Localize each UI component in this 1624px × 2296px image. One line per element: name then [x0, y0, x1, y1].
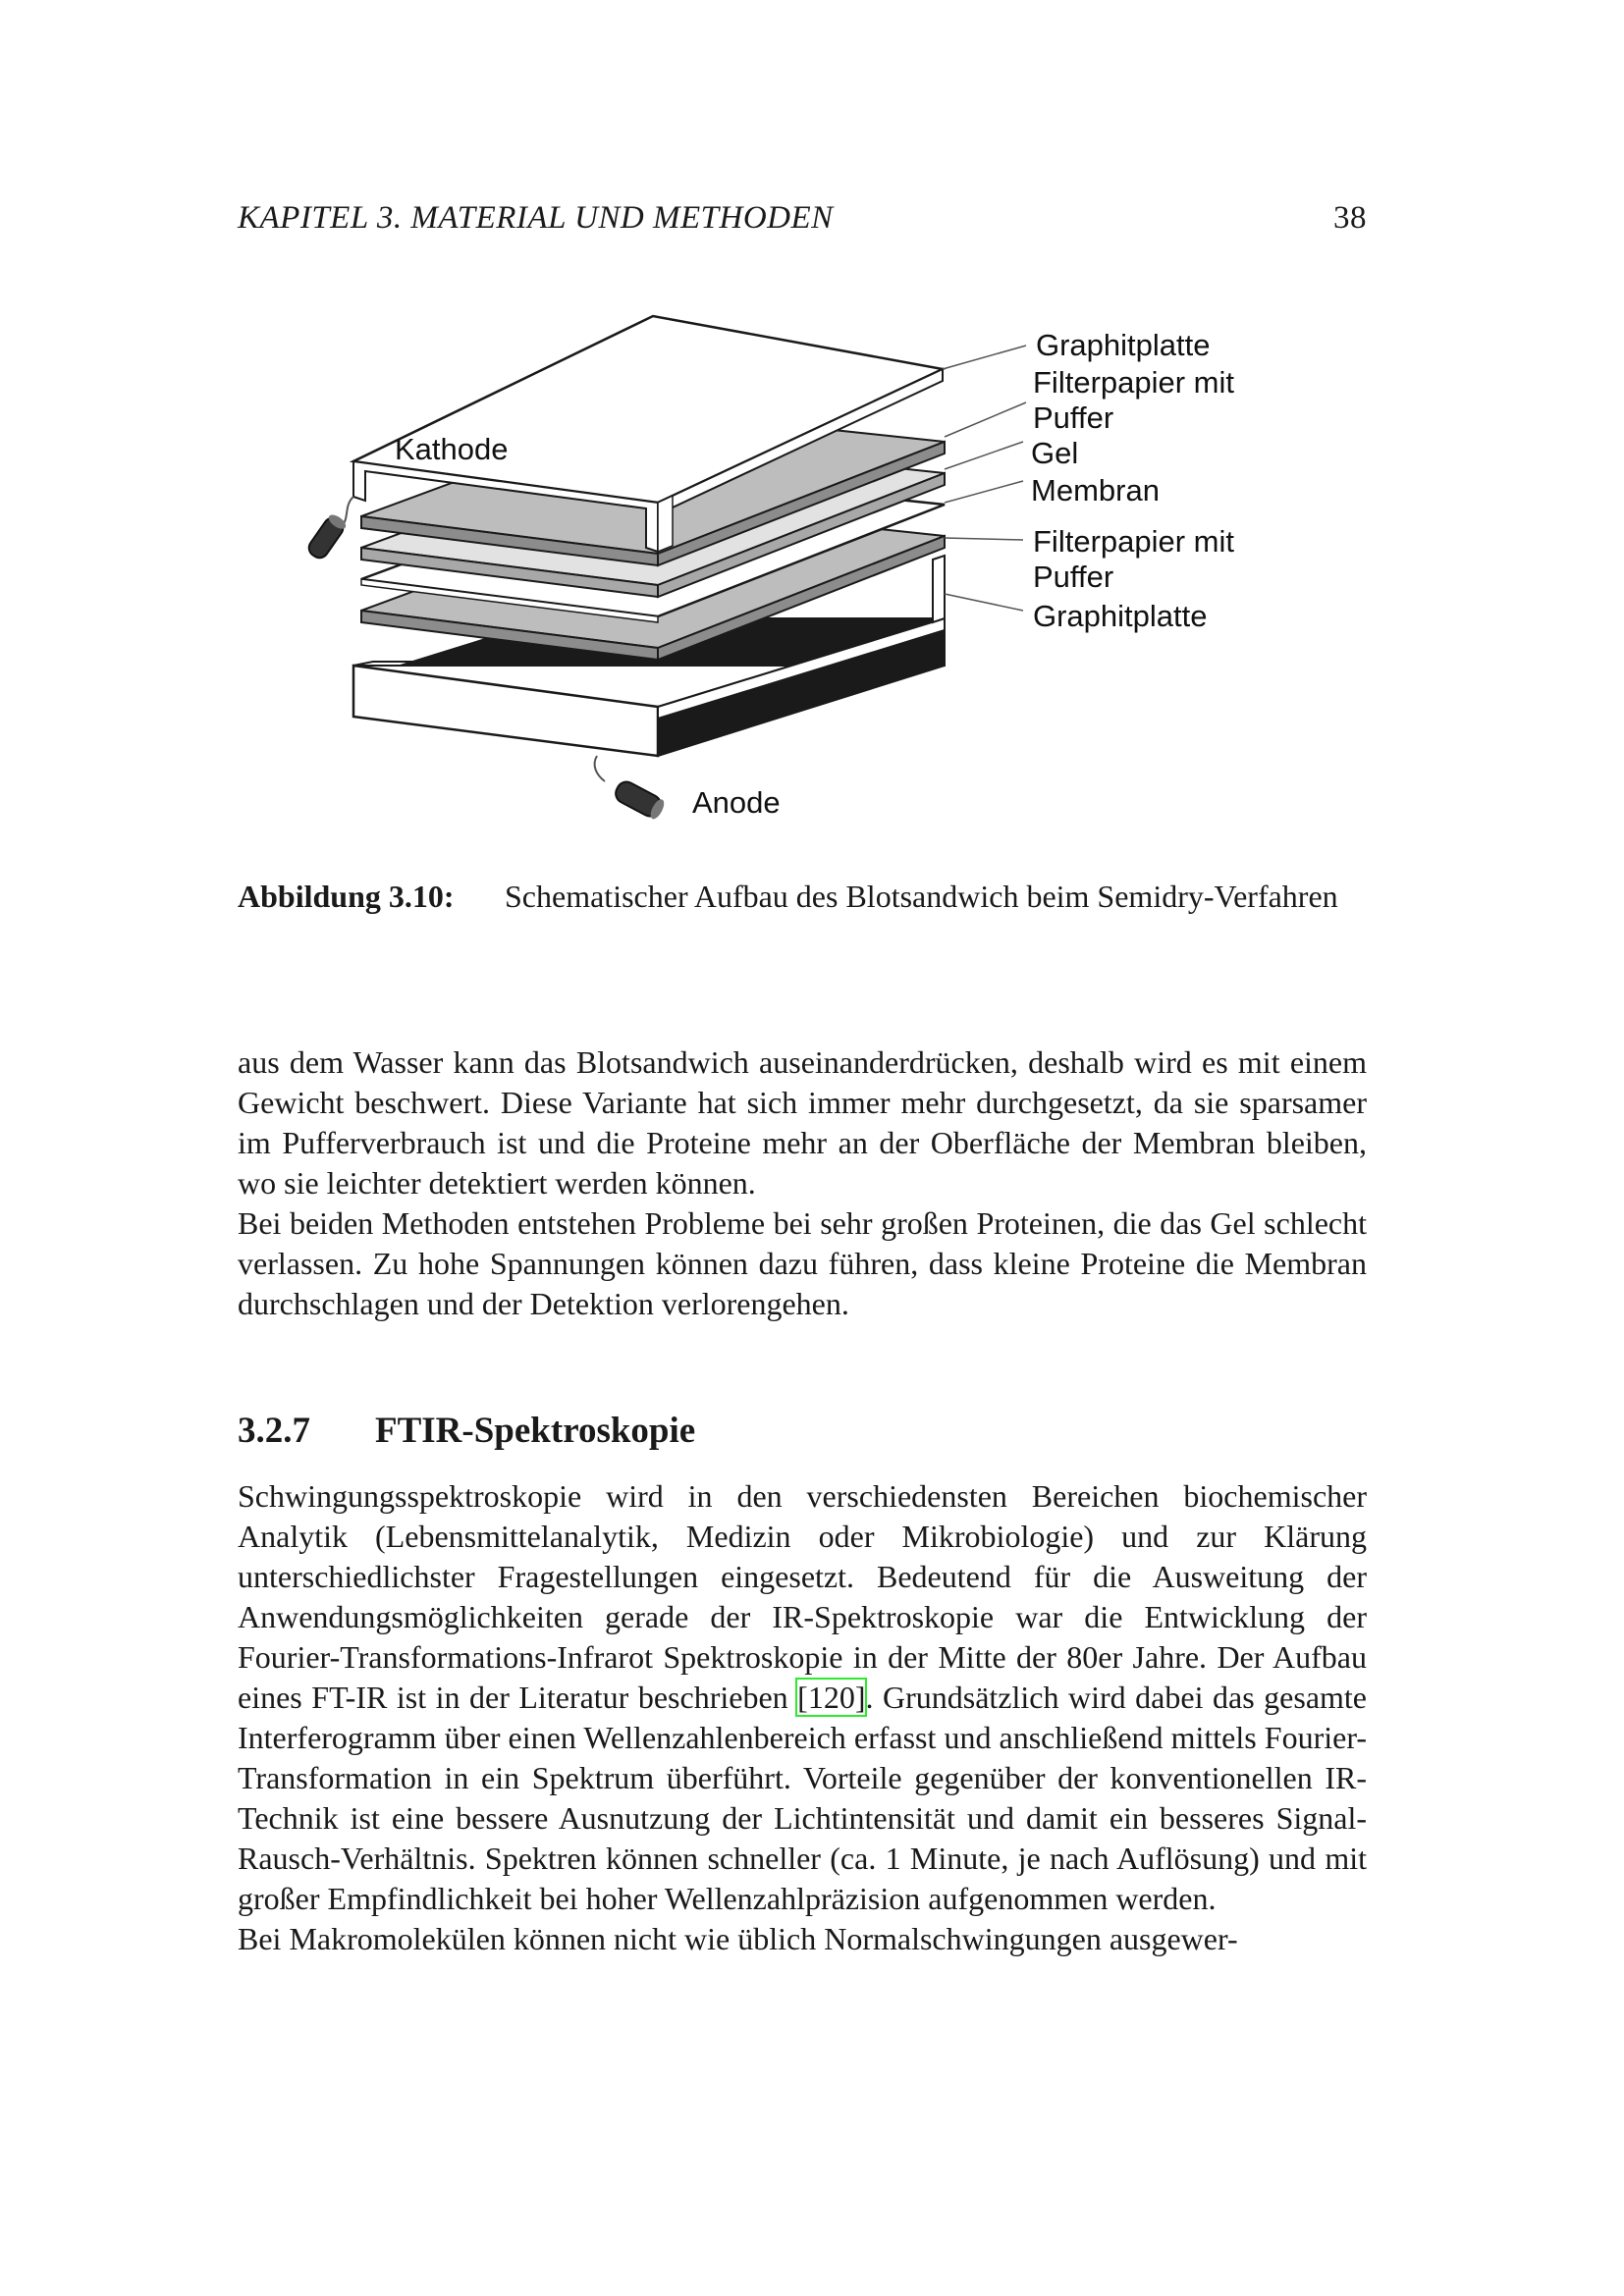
- paragraph-2-text-a: Schwingungsspektroskopie wird in den verschiedensten Bereichen biochemischer Analytik (Lebensmittelanalytik, Medizin oder Mikrobiologie) und zur Klärung unterschiedlichster Fragestellungen eingesetzt. Bedeutend für die Ausweitung der Anwendungsmöglichkeiten gerade der IR-Spektroskopie war die Entwicklung der Fourier-Transformations-Infrarot Spektroskopie in der Mitte der 80er Jahre. Der Aufbau eines FT-IR ist in der Literatur beschrieben: [238, 1478, 1367, 1715]
- label-gel: Gel: [1031, 436, 1079, 470]
- page-number: 38: [1333, 200, 1367, 236]
- paragraph-blotting: [238, 1042, 1367, 1324]
- paragraph-2: [238, 1476, 1367, 1919]
- citation-link-120[interactable]: [120]: [797, 1680, 866, 1715]
- paragraph-3-start: Bei Makromolekülen können nicht wie üblich Normalschwingungen ausgewer-: [238, 1921, 1238, 1956]
- section-title: FTIR-Spektroskopie: [375, 1411, 696, 1451]
- paragraph-1a: aus dem Wasser kann das Blotsandwich auseinanderdrücken, deshalb wird es mit einem Gewicht beschwert. Diese Variante hat sich immer mehr durchgesetzt, da sie sparsamer im Pufferverbrauch ist und die Proteine mehr an der Oberfläche der Membran bleiben, wo sie leichter detektiert werden können.: [238, 1044, 1367, 1201]
- running-header: [238, 200, 1367, 237]
- paragraph-1b: Bei beiden Methoden entstehen Probleme bei sehr großen Proteinen, die das Gel schlecht verlassen. Zu hohe Spannungen können dazu führen, dass kleine Proteine die Membran durchschlagen und der Detektion verlorengehen.: [238, 1205, 1367, 1321]
- label-graphitplatte-bottom: Graphitplatte: [1033, 599, 1208, 633]
- label-filterpapier-bottom-1: Filterpapier mit: [1033, 524, 1234, 559]
- section-heading: [238, 1410, 1367, 1452]
- label-membran: Membran: [1031, 473, 1160, 507]
- label-filterpapier-bottom-2: Puffer: [1033, 560, 1114, 594]
- label-filterpapier-top-1: Filterpapier mit: [1033, 365, 1234, 400]
- section-number: 3.2.7: [238, 1411, 310, 1451]
- paragraph-ftir: [238, 1476, 1367, 1959]
- caption-label: Abbildung 3.10:: [238, 879, 455, 914]
- leader-lines: [943, 346, 1026, 611]
- label-graphitplatte-top: Graphitplatte: [1036, 328, 1211, 362]
- cathode-connector: [305, 497, 353, 561]
- chapter-title: KAPITEL 3. MATERIAL UND METHODEN: [238, 200, 834, 236]
- label-filterpapier-top-2: Puffer: [1033, 400, 1114, 435]
- figure-blotsandwich: [285, 294, 1267, 844]
- caption-text: Schematischer Aufbau des Blotsandwich beim Semidry-Verfahren: [505, 879, 1338, 914]
- label-kathode: Kathode: [395, 432, 509, 466]
- label-anode: Anode: [692, 785, 781, 820]
- anode-connector: [595, 756, 667, 821]
- paragraph-2-text-b: . Grundsätzlich wird dabei das gesamte Interferogramm über einen Wellenzahlenbereich erfasst und anschließend mittels Fourier-Transformation in ein Spektrum überführt. Vorteile gegenüber der konventionellen IR-Technik ist eine bessere Ausnutzung der Lichtintensität und damit ein besseres Signal-Rausch-Verhältnis. Spektren können schneller (ca. 1 Minute, je nach Auflösung) und mit großer Empfindlichkeit bei hoher Wellenzahlpräzision aufgenommen werden.: [238, 1680, 1367, 1916]
